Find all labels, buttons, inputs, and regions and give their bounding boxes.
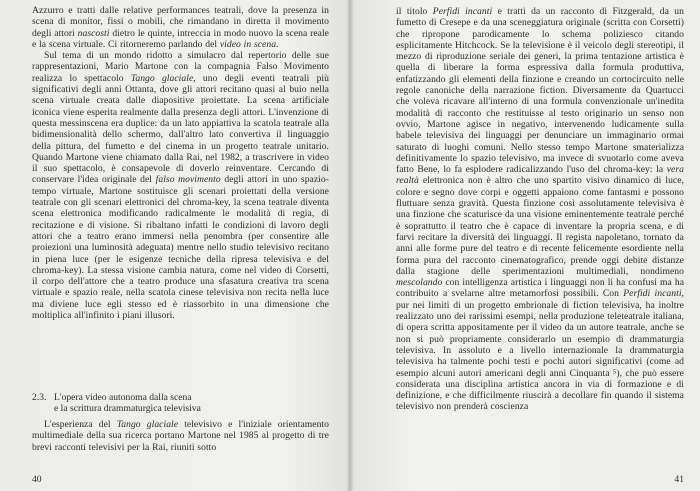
text-run: Azzurro e tratti dalle relative performances teatrali, dove la presenza in scena di monitor, fissi o mobili, che rimandano in diretta il movimento degli attori — [32, 5, 329, 39]
right-page — [350, 0, 700, 491]
right-paragraph-1 — [396, 6, 684, 413]
italic-text: Tango glaciale — [130, 72, 194, 84]
text-run: . — [276, 38, 279, 50]
section-heading — [32, 392, 292, 415]
right-body-text — [396, 6, 684, 413]
text-run: e tratti da un racconto di Fitzgerald, da un fumetto di Cresepe e da una sceneggiatura originale (scritta con Corsetti) che ripropone parodicamente lo schema poliziesco citando esplicitamente Hitchcock. Se la televisione è il veicolo degli stereotipi, il mezzo di riproduzione seriale dei generi, la prima tentazione artistica è quella di liberare la forma espressiva dalla formula produttiva, enfatizzando gli elementi della finzione e creando un cortocircuito nelle regole canoniche della narrazione fiction. Diversamente da Quartucci che voleva ricavare all'interno di una formula convenzionale un'inedita modalità di racconto che restituisse al testo originario un senso non ovvio, Martone agisce in negativo, intervenendo ludicamente sulla babele televisiva dei linguaggi per denunciare un immaginario ormai saturato di luoghi comuni. Nello stesso tempo Martone smaterializza definitivamente lo spazio televisivo, ma invece di svuotarlo come aveva fatto Bene, lo fa esplodere radicalizzando l'uso del chroma-key: la — [396, 6, 684, 176]
left-paragraph-3 — [32, 419, 329, 453]
italic-text: video in scena — [219, 38, 277, 50]
text-run: dietro le quinte, intreccia in modo nuovo la scena reale e la scena virtuale. Ci ritorneremo parlando del — [32, 27, 329, 50]
section-title-line-1: L'opera video autonoma dalla scena — [54, 392, 192, 403]
italic-text: vera realtà — [396, 164, 684, 187]
text-run: Sul tema di un mondo ridotto a simulacro dal repertorio delle sue rappresentazioni, Mario Martone con la compagnia Falso Movimento realizza lo spettacolo — [32, 50, 329, 84]
text-run: degli attori in uno spazio-tempo virtuale, Martone sostituisce gli scenari proiettati della versione teatrale con gli scenari elettronici del chroma-key, la scena teatrale diventa scena elettronica modificando radicalmente le modalità di regia, di recitazione e di visione. Si ribaltano infatti le condizioni di lavoro degli attori che a teatro erano immersi nella penombra (per consentire alle proiezioni una luminosità adeguata) mentre nello studio televisivo recitano in piena luce (per le esigenze tecniche della ripresa televisiva e del chroma-key). La stessa visione cambia natura, come nel video di Corsetti, il corpo dell'attore che a teatro produce una sfasatura creativa tra scena virtuale e spazio reale, nella scatola cinese televisiva non recita nella luce ma diviene luce egli stesso ed è riassorbito in una dimensione che moltiplica all'infinito i piani illusori. — [32, 174, 329, 322]
section-number: 2.3. — [32, 392, 47, 403]
text-run: L'esperienza del — [44, 419, 117, 430]
text-run: elettronica non è altro che uno spartito visivo dinamico di luce, colore e segno dove corpi e oggetti appaiono come fantasmi e possono fluttuare senza gravità. Questa finzione così assolutamente televisiva è una finzione che scaturisce da una visione eminentemente teatrale perché è soprattutto il teatro che è capace di inventare la propria scena, e di farvi recitare la diversità dei linguaggi. Il regista napoletano, tornato da anni alle forme pure del teatro e di recente felicemente esordiente nella forma pura del racconto cinematografico, prende oggi debite distanze dalla stagione delle sperimentazioni multimediali, nondimeno — [396, 175, 684, 277]
left-paragraph-2 — [32, 50, 329, 321]
text-run: con intelligenza artistica i linguaggi non li ha confusi ma ha contribuito a svelarne altre metamorfosi possibili. Con — [396, 277, 684, 300]
section-heading-line-1 — [32, 392, 292, 403]
text-run: , uno degli eventi teatrali più significativi degli anni Ottanta, dove gli attori recitano quasi al buio nella scena virtuale creata dalle diapositive proiettate. La scena artificiale iconica viene esperita realmente dalla presenza degli attori. L'invenzione di questa messinscena era duplice: da un lato appiattiva la scatola teatrale alla bidimensionalità dello schermo, dall'altro lato convertiva il linguaggio della pittura, del fumetto e del cinema in un progetto teatrale unitario. Quando Martone viene chiamato dalla Rai, nel 1982, a trascrivere in video il suo spettacolo, è consapevole di doverlo reinventare. Cercando di conservare l'idea originale del — [32, 72, 329, 186]
left-body-text — [32, 5, 329, 321]
right-page-number: 41 — [674, 474, 684, 485]
text-run: televisivo e l'iniziale orientamento multimediale della sua ricerca portano Martone nel 1985 al progetto di tre brevi racconti televisivi per la Rai, riuniti sotto — [32, 419, 329, 453]
section-title-line-2: e la scrittura drammaturgica televisiva — [54, 403, 201, 415]
italic-text: Perfidi incanti — [623, 288, 682, 300]
text-run: il titolo — [396, 6, 433, 17]
italic-text: Tango glaciale — [116, 419, 179, 430]
left-body-text-after-heading — [32, 419, 329, 453]
left-paragraph-1 — [32, 5, 329, 50]
left-page-number: 40 — [32, 474, 42, 485]
italic-text: Perfidi incanti — [432, 6, 493, 17]
italic-text: mescolando — [396, 277, 443, 289]
text-run: , pur nei limiti di un progetto embrionale di fiction televisiva, ha inoltre realizzato uno dei rarissimi esempi, nella produzione teleteatrale italiana, di opera scritta appositamente per il video da un autore teatrale, anche se non si può propriamente considerarlo un esempio di drammaturgia televisiva. In assoluto e a livello internazionale la drammaturgia televisiva ha talmente pochi testi e pochi autori significativi (come ad esempio alcuni autori americani degli anni Cinquanta ⁵), che può essere considerata una disciplina artistica ancora in via di formazione e di definizione, e che difficilmente riuscirà a decollare fin quando il sistema televisivo non prenderà coscienza — [396, 288, 684, 413]
italic-text: nascosti — [77, 27, 110, 39]
italic-text: falso movimento — [155, 174, 221, 186]
